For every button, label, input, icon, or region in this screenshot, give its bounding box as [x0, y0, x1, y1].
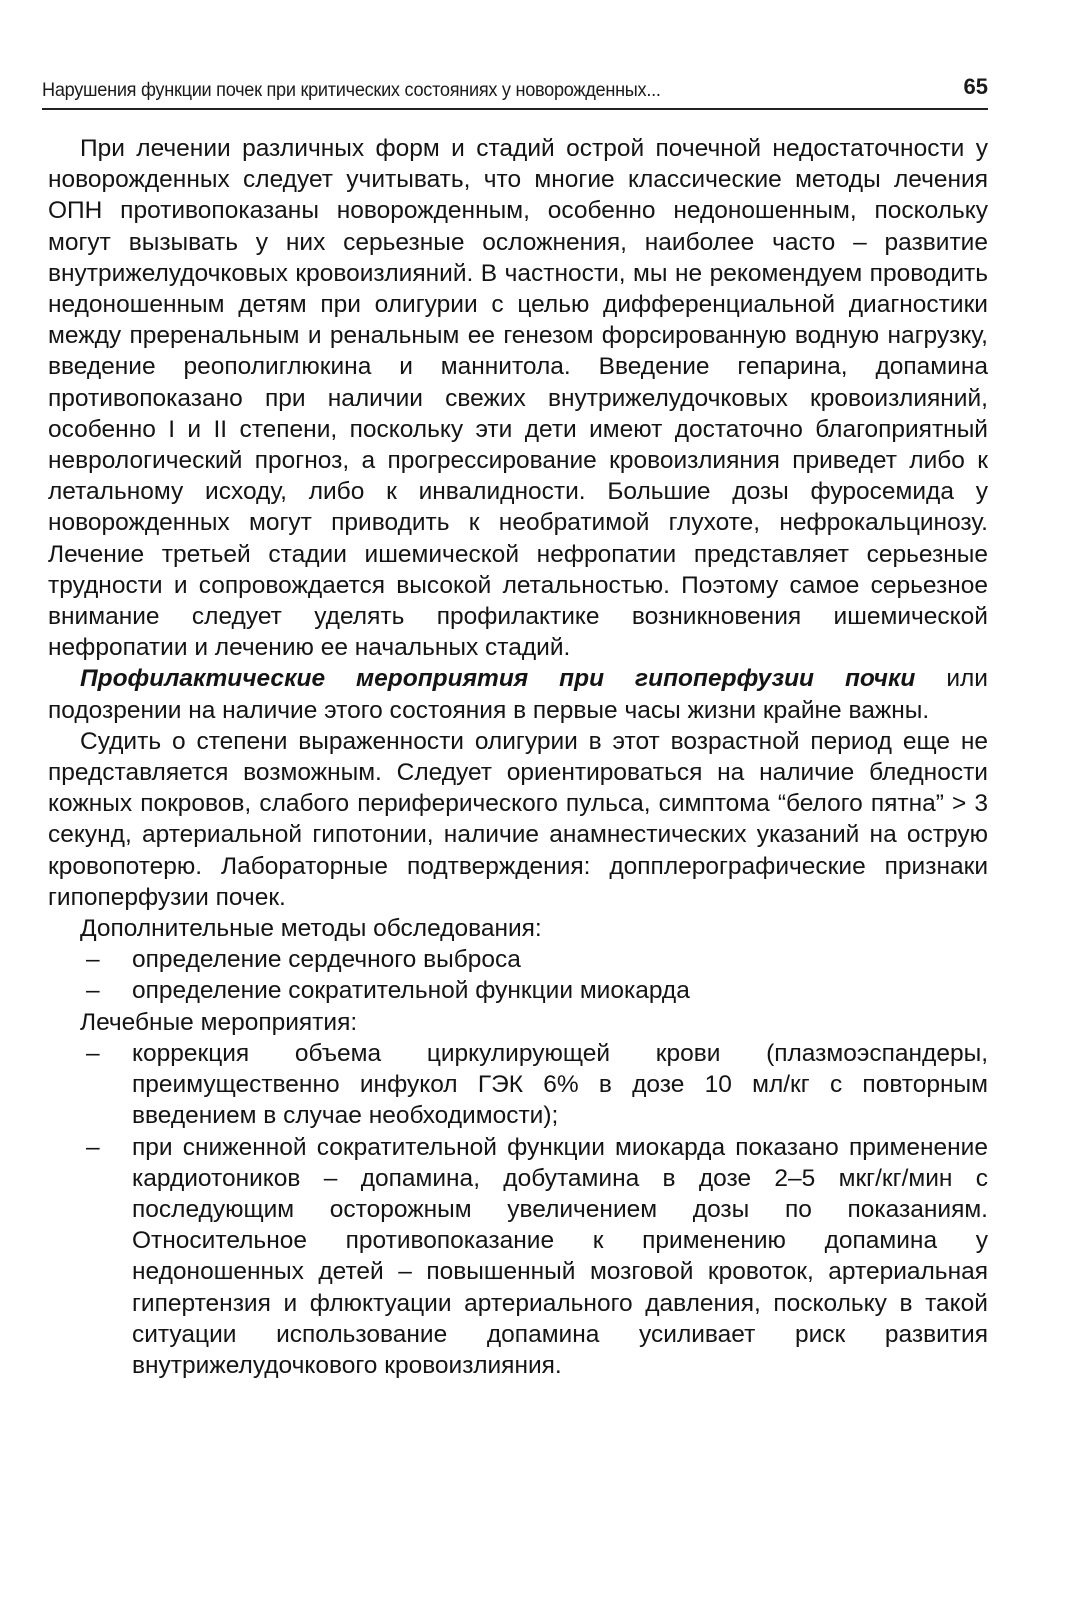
list-item-text: при сниженной сократительной функции миокарда показано применение кардиотоников – допамина, добутамина в дозе 2–5 мкг/кг/мин с последующим осторожным увеличением дозы по показаниям. Относительное противопоказание к применению допамина у недоношенных детей – повышенный мозговой кровоток, артериальная гипертензия и флюктуации артериального давления, поскольку в такой ситуации использование допамина усиливает риск развития внутрижелудочкового кровоизлияния.: [132, 1133, 988, 1379]
running-title: Нарушения функции почек при критических состояниях у новорожденных...: [42, 79, 661, 101]
paragraph-prevention: [48, 663, 988, 725]
page-number: 65: [963, 74, 988, 99]
page-header: [42, 62, 988, 110]
paragraph-treatment-limitations: При лечении различных форм и стадий острой почечной недостаточности у новорожденных следует учитывать, что многие классические методы лечения ОПН противопоказаны новорожденным, особенно недоношенным, поскольку могут вызывать у них серьезные осложнения, наиболее часто – развитие внутрижелудочковых кровоизлияний. В частности, мы не рекомендуем проводить недоношенным детям при олигурии с целью дифференциальной диагностики между преренальным и ренальным ее генезом форсированную водную нагрузку, введение реополиглюкина и маннитола. Введение гепарина, допамина противопоказано при наличии свежих внутрижелудочковых кровоизлияний, особенно I и II степени, поскольку эти дети имеют достаточно благоприятный неврологический прогноз, а прогрессирование кровоизлияния приведет либо к летальному исходу, либо к инвалидности. Большие дозы фуросемида у новорожденных могут приводить к необратимой глухоте, нефрокальцинозу. Лечение третьей стадии ишемической нефропатии представляет серьезные трудности и сопровождается высокой летальностью. Поэтому самое серьезное внимание следует уделять профилактике возникновения ишемической нефропатии и лечению ее начальных стадий.: [48, 135, 988, 662]
list-item: [48, 944, 988, 975]
dash-marker: –: [86, 977, 100, 1005]
list-item-text: коррекция объема циркулирующей крови (плазмоэспандеры, преимущественно инфукол ГЭК 6% в дозе 10 мл/кг с повторным введением в случае необходимости);: [132, 1039, 988, 1130]
prevention-lead: Профилактические мероприятия при гипоперфузии почки: [80, 665, 916, 693]
diagnostics-list: [48, 944, 988, 1006]
dash-marker: –: [86, 1039, 100, 1067]
treatment-list: [48, 1038, 988, 1381]
treatment-heading: Лечебные мероприятия:: [80, 1008, 358, 1036]
dash-marker: –: [86, 946, 100, 974]
list-item: [48, 1132, 988, 1382]
page-body: [48, 133, 988, 1381]
list-item-text: определение сердечного выброса: [132, 946, 521, 974]
paragraph-oliguria-assessment: Судить о степени выраженности олигурии в этот возрастной период еще не представляется возможным. Следует ориентироваться на наличие бледности кожных покровов, слабого периферического пульса, симптома “белого пятна” > 3 секунд, артериальной гипотонии, наличие анамнестических указаний на острую кровопотерю. Лабораторные подтверждения: допплерографические признаки гипоперфузии почек.: [48, 727, 988, 911]
dash-marker: –: [86, 1133, 100, 1161]
list-item: [48, 1038, 988, 1132]
list-item-text: определение сократительной функции миокарда: [132, 977, 690, 1005]
list-item: [48, 975, 988, 1006]
prevention-rest: или подозрении на наличие этого состояния в первые часы жизни крайне важны.: [48, 665, 988, 724]
diagnostics-heading: Дополнительные методы обследования:: [80, 915, 542, 943]
